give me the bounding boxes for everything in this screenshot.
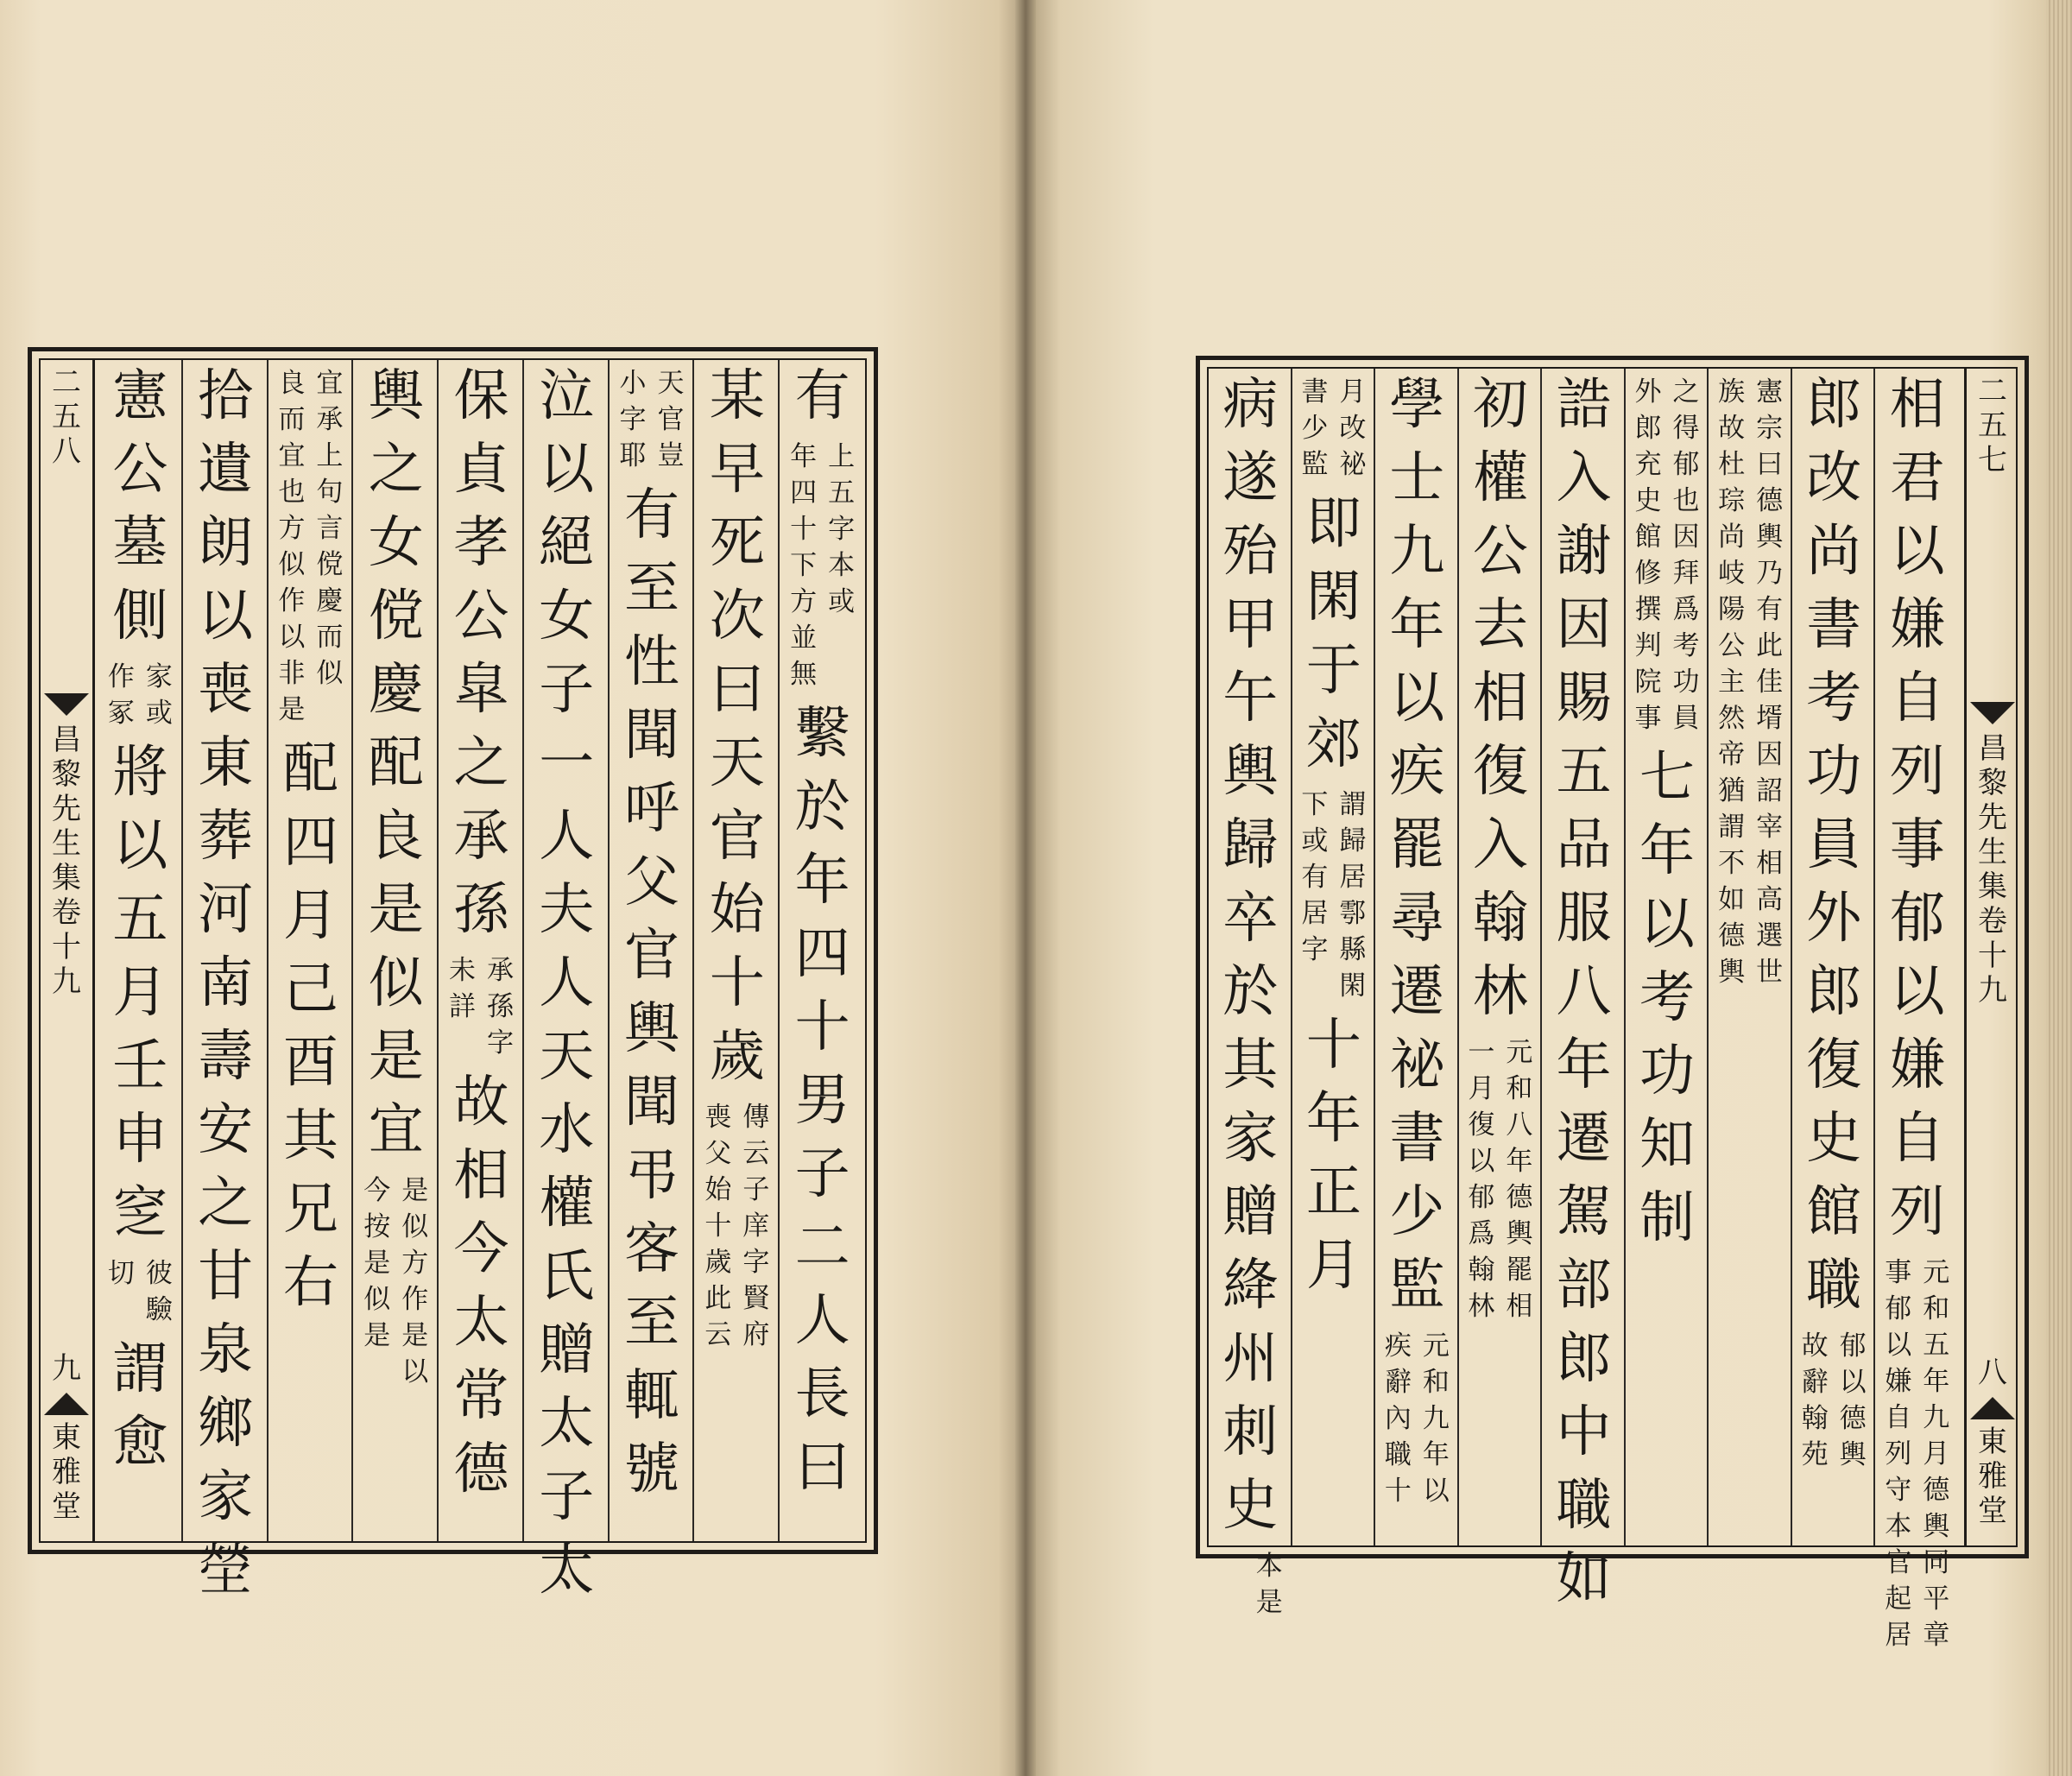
commentary-right-line: 彼 驗 — [145, 1258, 173, 1325]
main-text: 誥入謝因賜五品服八年遷駕部郎中職如 — [1556, 373, 1612, 1611]
text-column — [1626, 369, 1709, 1545]
page-number: 九 — [52, 1351, 81, 1386]
commentary-left-line: 族 故 杜 琮 尚 岐 陽 公 主 然 帝 猶 謂 不 如 德 輿 — [1718, 376, 1746, 988]
text-column — [268, 360, 354, 1541]
commentary-double-line — [618, 360, 685, 479]
commentary-left-line: 事 郁 以 嫌 自 列 守 本 官 起 居 — [1885, 1257, 1912, 1651]
main-text: 學士九年以疾罷尋遷祕書少監 — [1389, 373, 1445, 1318]
commentary-right-line: 上 五 字 本 或 — [828, 441, 856, 617]
book-title-volume: 昌 黎 先 生 集 卷 十 九 — [1978, 731, 2007, 1008]
commentary-double-line — [1717, 369, 1785, 995]
text-column — [780, 360, 865, 1541]
main-text: 泣以絕女子一人夫人天水權氏贈太子太 — [539, 364, 595, 1602]
commentary-right-line: 元 和 九 年 以 — [1422, 1330, 1450, 1507]
commentary-left-line: 書 少 監 — [1301, 376, 1329, 480]
text-column — [1542, 369, 1626, 1611]
commentary-left-line: 一 月 復 以 郁 爲 翰 林 — [1468, 1037, 1495, 1322]
text-column — [524, 360, 610, 1602]
book-gutter — [1015, 0, 1036, 1776]
text-column — [1292, 369, 1376, 1545]
text-column — [1375, 369, 1459, 1545]
text-column — [1209, 369, 1292, 1618]
text-column — [610, 360, 695, 1541]
text-column — [1709, 369, 1792, 1545]
commentary-right-line: 本 是 — [1255, 1551, 1283, 1618]
main-text: 輿之女傥慶配良是似是宜 — [368, 364, 424, 1162]
book-title-volume: 昌 黎 先 生 集 卷 十 九 — [52, 723, 81, 999]
commentary-double-line — [447, 947, 515, 1066]
commentary-double-line — [1300, 781, 1368, 1009]
commentary-double-line — [1467, 1029, 1534, 1330]
main-text: 初權公去相復入翰林 — [1472, 373, 1528, 1024]
commentary-double-line — [106, 654, 174, 736]
commentary-double-line — [1300, 369, 1368, 488]
right-text-columns — [1209, 369, 2016, 1651]
main-text: 十年正月 — [1305, 1014, 1361, 1298]
commentary-right-line: 之 得 郁 也 因 拜 爲 考 功 員 — [1672, 376, 1700, 734]
commentary-left-line: 良 而 宜 也 方 似 作 以 非 是 — [278, 368, 306, 725]
commentary-right-line: 憲 宗 曰 德 輿 乃 有 此 佳 壻 因 詔 宰 相 高 選 世 — [1756, 376, 1784, 988]
commentary-right-line: 元 和 五 年 九 月 德 輿 同 平 章 — [1923, 1257, 1950, 1651]
main-text: 病遂殆甲午輿歸卒於其家贈絳州刺史 — [1222, 373, 1279, 1538]
text-column — [1459, 369, 1543, 1545]
right-text-block — [1196, 356, 2029, 1651]
commentary-double-line — [277, 360, 344, 733]
commentary-left-line: 喪 父 始 十 歲 此 云 — [704, 1102, 732, 1350]
commentary-left-line: 下 或 有 居 字 — [1301, 789, 1329, 965]
page-number: 八 — [1978, 1356, 2007, 1390]
main-text: 郎改尚書考功員外郎復史館職 — [1806, 373, 1862, 1318]
commentary-double-line — [106, 1250, 174, 1333]
text-column — [439, 360, 524, 1541]
leaf-number: 二 五 七 — [1978, 374, 2007, 477]
page-edges — [2046, 0, 2072, 1776]
text-column — [183, 360, 268, 1602]
commentary-double-line — [1216, 1543, 1284, 1626]
commentary-right-line: 是 似 方 作 是 以 — [401, 1175, 429, 1387]
commentary-double-line — [1633, 369, 1701, 742]
commentary-double-line — [704, 1094, 771, 1358]
fish-tail-mark — [1970, 702, 2015, 724]
commentary-left-line: 故 辭 翰 苑 — [1801, 1330, 1829, 1470]
commentary-right-line: 郁 以 德 輿 — [1839, 1330, 1867, 1470]
commentary-left-line: 切 — [107, 1258, 135, 1289]
main-text: 有至性聞呼父官輿聞弔客至輒號 — [624, 484, 680, 1501]
left-text-columns — [41, 360, 865, 1602]
commentary-right-line: 天 官 豈 — [657, 368, 685, 471]
left-text-block — [28, 347, 878, 1602]
leaf-number: 二 五 八 — [52, 365, 81, 469]
main-text: 即閑于郊 — [1305, 492, 1361, 776]
main-text: 保貞孝公皐之承孫 — [453, 364, 509, 942]
commentary-double-line — [789, 433, 856, 698]
fish-tail-mark — [1970, 1397, 2015, 1419]
main-text: 配四月己酉其兄右 — [282, 737, 338, 1315]
commentary-right-line: 傳 云 子 庠 字 賢 府 — [742, 1102, 770, 1350]
commentary-right-line: 家 或 — [145, 661, 173, 729]
commentary-double-line — [1383, 1323, 1450, 1514]
text-column — [353, 360, 439, 1541]
commentary-left-line: 年 四 十 下 方 並 無 — [790, 441, 818, 690]
commentary-double-line — [1800, 1323, 1867, 1478]
commentary-double-line — [363, 1167, 430, 1395]
main-text: 有 — [794, 364, 850, 428]
commentary-left-line — [1216, 1548, 1246, 1621]
main-text: 相君以嫌自列事郁以嫌自列 — [1889, 373, 1945, 1244]
main-text: 將以五月壬申窆 — [112, 741, 168, 1245]
fish-tail-mark — [44, 693, 89, 716]
commentary-left-line: 作 冢 — [107, 661, 135, 729]
fish-tail-mark — [44, 1393, 89, 1415]
main-text: 某早死次曰天官始十歲 — [709, 364, 765, 1089]
commentary-right-line: 謂 歸 居 鄠 縣 閑 — [1339, 789, 1367, 1002]
commentary-left-line: 未 詳 — [448, 955, 476, 1022]
commentary-double-line — [1884, 1249, 1951, 1659]
commentary-right-line: 承 孫 字 — [486, 955, 514, 1059]
commentary-left-line: 今 按 是 似 是 — [363, 1175, 391, 1351]
main-text: 拾遺朗以喪東葬河南壽安之甘泉鄉家塋 — [198, 364, 254, 1602]
text-column — [1792, 369, 1876, 1545]
commentary-right-line: 元 和 八 年 德 輿 罷 相 — [1506, 1037, 1533, 1322]
text-column — [98, 360, 183, 1541]
commentary-right-line: 宜 承 上 句 言 傥 慶 而 似 — [316, 368, 344, 689]
commentary-left-line: 小 字 耶 — [619, 368, 647, 471]
banxin-strip — [41, 360, 95, 1541]
banxin-strip — [1964, 369, 2018, 1545]
text-column — [694, 360, 780, 1541]
main-text: 憲公墓側 — [112, 364, 168, 648]
studio-name: 東 雅 堂 — [1978, 1425, 2007, 1528]
main-text: 繫於年四十男子二人長曰 — [794, 702, 850, 1500]
studio-name: 東 雅 堂 — [52, 1420, 81, 1524]
main-text: 謂愈 — [112, 1337, 168, 1475]
text-column — [1875, 369, 1959, 1651]
commentary-right-line: 月 改 祕 — [1339, 376, 1367, 480]
commentary-left-line: 外 郎 充 史 館 修 撰 判 院 事 — [1634, 376, 1662, 734]
main-text: 故相今太常德 — [453, 1071, 509, 1501]
main-text: 七年以考功知制 — [1639, 746, 1696, 1250]
commentary-left-line: 疾 辭 內 職 十 — [1384, 1330, 1412, 1507]
